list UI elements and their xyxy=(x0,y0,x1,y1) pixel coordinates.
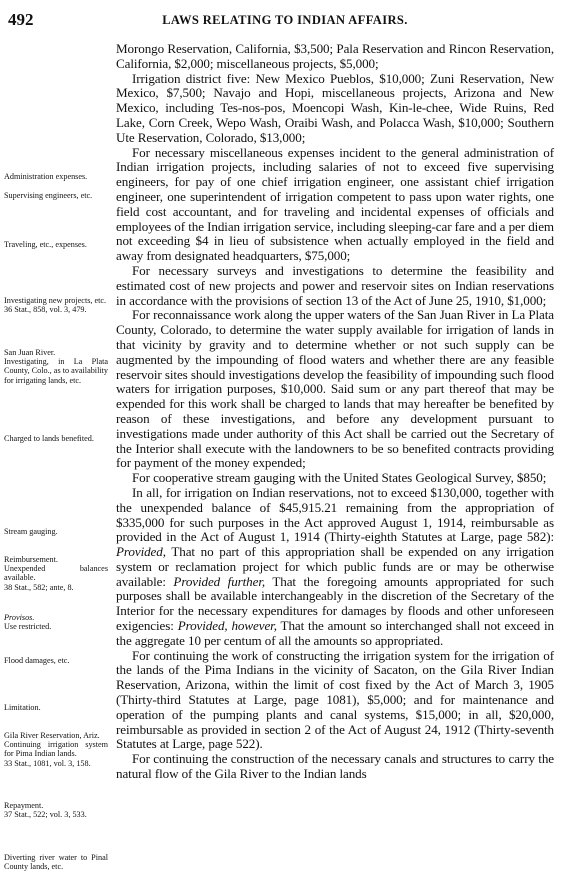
margin-note-stream-gauging: Stream gauging. xyxy=(4,527,58,536)
margin-note-reimbursement: Reimbursement. Unexpended balances available. 38 Stat., 582; ante, 8. xyxy=(4,555,108,592)
page-number: 492 xyxy=(8,10,34,29)
margin-note-repayment: Repayment. 37 Stat., 522; vol. 3, 533. xyxy=(4,801,87,820)
margin-note-diverting-water: Diverting river water to Pinal County lands, etc. xyxy=(4,853,108,872)
body-text xyxy=(116,42,554,782)
margin-note-gila-river: Gila River Reservation, Ariz. Continuing irrigation system for Pima Indian lands. 33 Stat., 1081, vol. 3, 158. xyxy=(4,731,108,768)
margin-note-investigating: Investigating new projects, etc. 36 Stat., 858, vol. 3, 479. xyxy=(4,296,107,315)
paragraph-in-all: In all, for irrigation on Indian reservations, not to exceed $130,000, together with the unexpended balance of $45,915.21 remaining from the appropriation of $335,000 for such purposes in the Act approved August 1, 1914, reimbursable as provided in the Act of August 1, 1914 (Thirty-eighth Statutes at Large, page 582): Provided, That no part of this appropriation shall be expended on any irrigation system or reclamation project for which public funds are or may be otherwise available: Provided further, That the foregoing amounts appropriated for such purposes shall be available interchangeably in the discretion of the Secretary of the Interior for the necessary expenditures for damages by floods and other unforeseen exigencies: Provided, however, That the amount so interchanged shall not exceed in the aggregate 10 per centum of all the amounts so appropriated. xyxy=(116,484,554,648)
paragraph-pima-irrigation: For continuing the work of constructing the irrigation system for the irrigation of the lands of the Pima Indians in the vicinity of Sacaton, on the Gila River Indian Reservation, Arizona, within the limit of cost fixed by the Act of March 3, 1905 (Thirty-third Statutes at Large, page 1081), $5,000; and for maintenance and operation of the pumping plants and canal systems, $15,000; in all, $20,000, reimbursable as provided in section 2 of the Act of August 24, 1912 (Thirty-seventh Statutes at Large, page 522). xyxy=(116,647,554,752)
paragraph-san-juan-reconnaissance: For reconnaissance work along the upper waters of the San Juan River in La Plata County, Colorado, to determine the water supply available for irrigation of lands in that vicinity by gravity and to determine whether or not such supply can be augmented by the impounding of flood waters and whether there are any feasible reservoir sites should investigations develop the feasibility of impounding such flood waters for irrigation purposes, $10,000. Said sum or any part thereof that may be expended for this work shall be charged to lands that may hereafter be benefited by reason of these investigations, and before any development pursuant to investigations made under authority of this Act shall be carried out the Secretary of the Interior shall execute with the landowners to be so benefited contracts providing for payment of the money expended; xyxy=(116,307,554,471)
margin-note-supervising-engineers: Supervising engineers, etc. xyxy=(4,191,93,200)
margin-note-charged-lands: Charged to lands benefited. xyxy=(4,434,94,443)
paragraph-stream-gauging: For cooperative stream gauging with the United States Geological Survey, $850; xyxy=(132,470,547,486)
margin-note-traveling: Traveling, etc., expenses. xyxy=(4,240,87,249)
paragraph-gila-river-canals: For continuing the construction of the necessary canals and structures to carry the natural flow of the Gila River to the Indian lands xyxy=(116,751,554,782)
margin-note-provisos: Provisos. Use restricted. xyxy=(4,613,52,632)
margin-note-administration: Administration expenses. xyxy=(4,172,88,181)
paragraph-irrigation-district-five: Irrigation district five: New Mexico Pueblos, $10,000; Zuni Reservation, New Mexico, $7,500; Navajo and Hopi, miscellaneous projects, Arizona and New Mexico, including Tes-nos-pos, Moencopi Wash, Kin-le-chee, Wide Ruins, Red Lake, Corn Creek, Wepo Wash, Oraibi Wash, and Polacca Wash, $10,000; Southern Ute Reservation, Colorado, $13,000; xyxy=(116,70,554,145)
paragraph-miscellaneous-expenses: For necessary miscellaneous expenses incident to the general administration of Indian irrigation projects, including salaries of not to exceed five supervising engineers, for pay of one chief irrigation engineer, one assistant chief irrigation engineer, one superintendent of irrigation competent to pass upon water rights, one field cost accountant, and for traveling and incidental expenses of officials and employees of the Indian irrigation service, including sleeping-car fare and a per diem not exceeding $4 in lieu of subsistence when actually employed in the field and away from designated headquarters, $75,000; xyxy=(116,144,554,264)
margin-note-limitation: Limitation. xyxy=(4,703,41,712)
page-header xyxy=(8,10,562,34)
margin-note-flood-damages: Flood damages, etc. xyxy=(4,656,70,665)
paragraph-surveys: For necessary surveys and investigations to determine the feasibility and estimated cost of new projects and power and reservoir sites on Indian reservations in accordance with the provisions of section 13 of the Act of June 25, 1910, $1,000; xyxy=(116,262,554,308)
paragraph-morongo: Morongo Reservation, California, $3,500; Pala Reservation and Rincon Reservation, California, $2,000; miscellaneous projects, $5,000; xyxy=(116,41,554,71)
margin-note-san-juan: San Juan River. Investigating, in La Plata County, Colo., as to availability for irrigating lands, etc. xyxy=(4,348,108,385)
running-head: LAWS RELATING TO INDIAN AFFAIRS. xyxy=(162,13,408,27)
